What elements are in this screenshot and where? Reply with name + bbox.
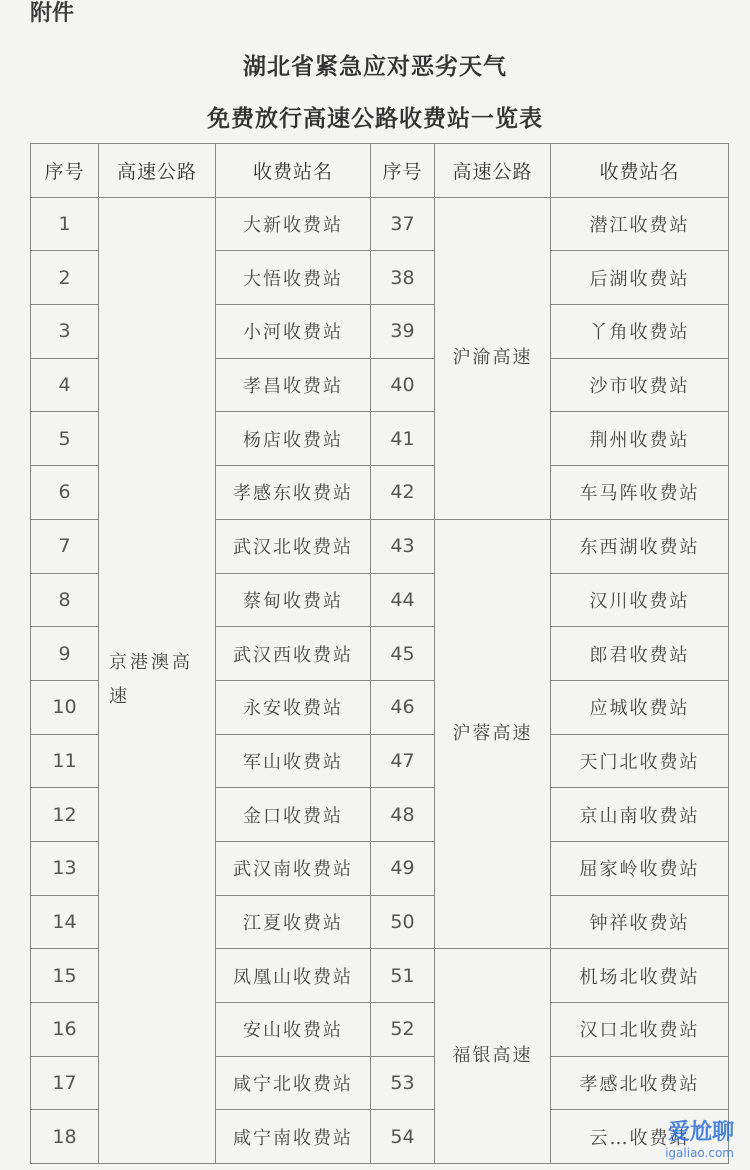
seq-cell: 15: [31, 949, 99, 1003]
highway-cell: [435, 197, 551, 519]
seq-cell: 49: [371, 841, 435, 895]
station-cell: 安山收费站: [216, 1003, 371, 1057]
table-row: [31, 197, 729, 251]
station-cell: 潜江收费站: [551, 197, 729, 251]
seq-cell: 38: [371, 251, 435, 305]
station-cell: 京山南收费站: [551, 788, 729, 842]
header-highway: 高速公路: [99, 144, 216, 198]
highway-cell: [435, 519, 551, 949]
document-title: 湖北省紧急应对恶劣天气: [243, 53, 507, 80]
seq-cell: 8: [31, 573, 99, 627]
highway-cell: [435, 949, 551, 1164]
station-cell: 孝感北收费站: [551, 1056, 729, 1110]
seq-cell: 11: [31, 734, 99, 788]
station-cell: 后湖收费站: [551, 251, 729, 305]
station-cell: 杨店收费站: [216, 412, 371, 466]
seq-cell: 51: [371, 949, 435, 1003]
watermark-logo: 爱尬聊: [667, 1120, 734, 1145]
station-cell: 汉川收费站: [551, 573, 729, 627]
seq-cell: 45: [371, 627, 435, 681]
highway-cell: [99, 197, 216, 1163]
highway-name: 京港澳高速: [109, 652, 193, 708]
seq-cell: 18: [31, 1110, 99, 1164]
attachment-label: 附件: [30, 1, 75, 26]
toll-station-table: [30, 143, 729, 1164]
document-subtitle: 免费放行高速公路收费站一览表: [207, 105, 543, 132]
seq-cell: 10: [31, 680, 99, 734]
station-cell: 咸宁北收费站: [216, 1056, 371, 1110]
station-cell: 江夏收费站: [216, 895, 371, 949]
seq-cell: 52: [371, 1003, 435, 1057]
station-cell: 沙市收费站: [551, 358, 729, 412]
header-station: 收费站名: [551, 144, 729, 198]
station-cell: 汉口北收费站: [551, 1003, 729, 1057]
station-cell: 金口收费站: [216, 788, 371, 842]
seq-cell: 40: [371, 358, 435, 412]
station-cell: 屈家岭收费站: [551, 841, 729, 895]
station-cell: 荆州收费站: [551, 412, 729, 466]
station-cell: 丫角收费站: [551, 305, 729, 359]
header-seq: 序号: [31, 144, 99, 198]
seq-cell: 16: [31, 1003, 99, 1057]
station-cell: 凤凰山收费站: [216, 949, 371, 1003]
header-seq: 序号: [371, 144, 435, 198]
station-cell: 郎君收费站: [551, 627, 729, 681]
station-cell: 机场北收费站: [551, 949, 729, 1003]
seq-cell: 1: [31, 197, 99, 251]
seq-cell: 46: [371, 680, 435, 734]
highway-name: 沪蓉高速: [452, 722, 533, 744]
station-cell: 武汉北收费站: [216, 519, 371, 573]
seq-cell: 39: [371, 305, 435, 359]
station-cell: 大悟收费站: [216, 251, 371, 305]
station-cell: 云…收费站: [551, 1110, 729, 1164]
seq-cell: 7: [31, 519, 99, 573]
seq-cell: 48: [371, 788, 435, 842]
seq-cell: 2: [31, 251, 99, 305]
station-cell: 应城收费站: [551, 680, 729, 734]
seq-cell: 17: [31, 1056, 99, 1110]
seq-cell: 44: [371, 573, 435, 627]
station-cell: 大新收费站: [216, 197, 371, 251]
station-cell: 咸宁南收费站: [216, 1110, 371, 1164]
seq-cell: 50: [371, 895, 435, 949]
station-cell: 孝昌收费站: [216, 358, 371, 412]
seq-cell: 47: [371, 734, 435, 788]
seq-cell: 12: [31, 788, 99, 842]
station-cell: 军山收费站: [216, 734, 371, 788]
highway-name: 福银高速: [452, 1045, 533, 1067]
highway-name: 沪渝高速: [452, 347, 533, 369]
station-cell: 小河收费站: [216, 305, 371, 359]
station-cell: 武汉西收费站: [216, 627, 371, 681]
seq-cell: 42: [371, 466, 435, 520]
station-cell: 蔡甸收费站: [216, 573, 371, 627]
header-station: 收费站名: [216, 144, 371, 198]
seq-cell: 3: [31, 305, 99, 359]
table-header-row: [31, 144, 729, 198]
station-cell: 孝感东收费站: [216, 466, 371, 520]
station-cell: 武汉南收费站: [216, 841, 371, 895]
watermark: [665, 1115, 734, 1160]
seq-cell: 54: [371, 1110, 435, 1164]
seq-cell: 9: [31, 627, 99, 681]
station-cell: 东西湖收费站: [551, 519, 729, 573]
station-cell: 永安收费站: [216, 680, 371, 734]
station-cell: 钟祥收费站: [551, 895, 729, 949]
seq-cell: 41: [371, 412, 435, 466]
seq-cell: 4: [31, 358, 99, 412]
station-cell: 车马阵收费站: [551, 466, 729, 520]
seq-cell: 37: [371, 197, 435, 251]
seq-cell: 43: [371, 519, 435, 573]
seq-cell: 14: [31, 895, 99, 949]
table-body: [31, 197, 729, 1163]
seq-cell: 5: [31, 412, 99, 466]
watermark-url: igaliao.com: [665, 1146, 734, 1160]
seq-cell: 13: [31, 841, 99, 895]
seq-cell: 6: [31, 466, 99, 520]
header-highway: 高速公路: [435, 144, 551, 198]
seq-cell: 53: [371, 1056, 435, 1110]
station-cell: 天门北收费站: [551, 734, 729, 788]
